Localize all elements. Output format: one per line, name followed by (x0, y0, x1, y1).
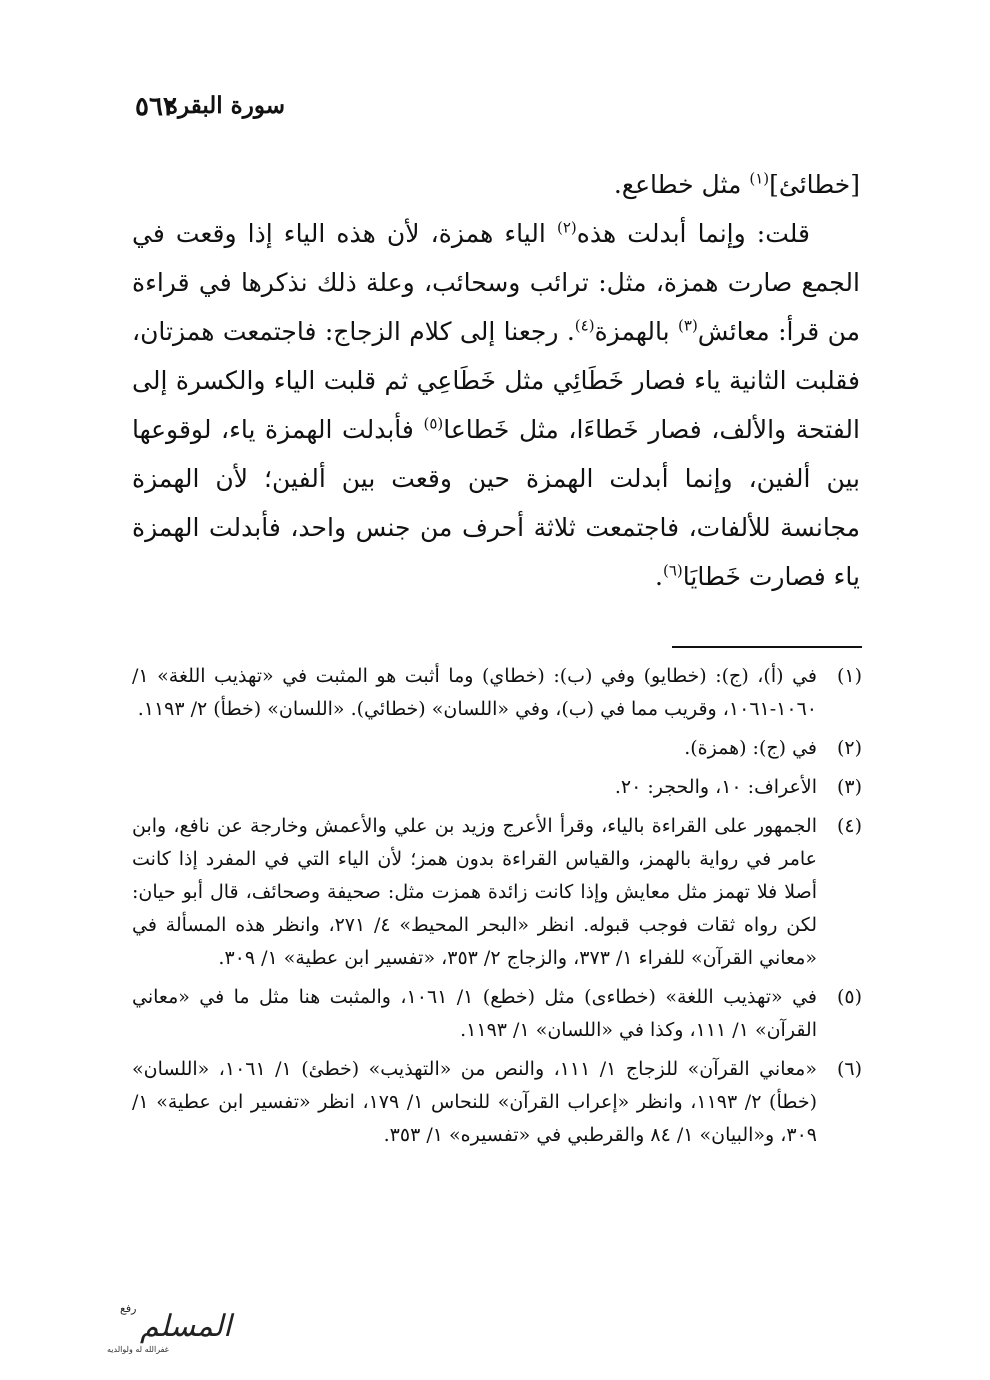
surah-title: سورة البقرة (165, 92, 285, 119)
paragraph-2 (132, 209, 860, 601)
footnote-text: الأعراف: ١٠، والحجر: ٢٠. (614, 776, 817, 798)
footnote-number: (٢) (836, 737, 862, 759)
text-span: مثل خطاعع. (613, 170, 750, 199)
text-span: الياء همزة، لأن هذه الياء إذا وقعت في الجمع صارت همزة، مثل: ترائب وسحائب، وعلة ذلك نذكرها في قراءة من قرأ: معائش (132, 219, 861, 346)
text-span: . رجعنا إلى كلام الزجاج: فاجتمعت همزتان، فقلبت الثانية ياء فصار خَطَائِي مثل خَطَاعِي ثم قلبت الياء والكسرة إلى الفتحة والألف، فصار خَطاءَا، مثل خَطاعا (132, 317, 860, 444)
footnote-text: الجمهور على القراءة بالياء، وقرأ الأعرج وزيد بن علي والأعمش وخارجة عن نافع، وابن عامر في رواية بالهمز، والقياس القراءة بدون همز؛ لأن الياء التي في المفرد إذا كانت أصلا فلا تهمز مثل معايش وإذا كانت زائدة همزت مثل: صحيفة وصحائف، قال أبو حيان: لكن رواه ثقات فوجب قبوله. انظر «البحر المحيط» ٤/ ٢٧١، وانظر هذه المسألة في «معاني القرآن» للفراء ١/ ٣٧٣، والزجاج ٢/ ٣٥٣، «تفسير ابن عطية» ١/ ٣٠٩. (132, 815, 817, 969)
footnote-number: (٤) (836, 815, 862, 837)
footnote-divider (672, 646, 862, 648)
main-text (132, 160, 860, 601)
footnote-text: في (أ)، (ج): (خطايو) وفي (ب): (خطاي) وما أثبت هو المثبت في «تهذيب اللغة» ١/ ١٠٦٠-١٠٦١، وقريب مما في (ب)، وفي «اللسان» (خطائي). «اللسان» (خطأ) ٢/ ١١٩٣. (132, 665, 817, 720)
text-span: فأبدلت الهمزة ياء، لوقوعها بين ألفين، وإنما أبدلت الهمزة حين وقعت بين ألفين؛ لأن الهمزة مجانسة للألفات، فاجتمعت ثلاثة أحرف من جنس واحد، فأبدلت الهمزة ياء فصارت خَطايَا (132, 415, 860, 591)
page-header (135, 92, 860, 128)
watermark-logo (12, 1298, 232, 1358)
paragraph-1 (132, 160, 860, 209)
footnote (132, 771, 862, 804)
footnote-number: (٥) (836, 986, 862, 1008)
footnote-ref[interactable]: (٢) (557, 218, 577, 237)
footnote (132, 732, 862, 765)
footnote-text: في (ج): (همزة). (684, 737, 817, 759)
footnote-ref[interactable]: (٥) (423, 414, 444, 433)
text-span: قلت: وإنما أبدلت هذه (576, 219, 810, 248)
text-span: بالهمزة (594, 317, 679, 346)
footnote (132, 981, 862, 1047)
footnote-text: «معاني القرآن» للزجاج ١/ ١١١، والنص من «التهذيب» (خطئ) ١/ ١٠٦١، «اللسان» (خطأ) ٢/ ١١٩٣، وانظر «إعراب القرآن» للنحاس ١/ ١٧٩، انظر «تفسير ابن عطية» ١/ ٣٠٩، و«البيان» ١/ ٨٤ والقرطبي في «تفسيره» ١/ ٣٥٣. (132, 1058, 817, 1146)
page-number: ٥٦٢ (135, 92, 177, 122)
footnote (132, 810, 862, 975)
footnote-ref[interactable]: (٦) (662, 561, 683, 580)
footnote (132, 660, 862, 726)
watermark-subtext: غفرالله له ولوالديه (107, 1345, 169, 1354)
footnote-number: (٣) (836, 776, 862, 798)
watermark-text: المسلم (140, 1309, 232, 1344)
footnote-text: في «تهذيب اللغة» (خطاءى) مثل (خطع) ١/ ١٠٦١، والمثبت هنا مثل ما في «معاني القرآن» ١/ ١١١، وكذا في «اللسان» ١/ ١١٩٣. (132, 986, 817, 1041)
footnote-ref[interactable]: (١) (749, 169, 770, 188)
footnotes (132, 660, 862, 1158)
footnote (132, 1053, 862, 1152)
watermark-label: رفع (120, 1302, 137, 1315)
footnote-ref[interactable]: (٤) (574, 316, 595, 335)
text-span: . (655, 562, 663, 591)
footnote-number: (١) (836, 665, 862, 687)
footnote-number: (٦) (836, 1058, 862, 1080)
text-span: [خطائئ] (769, 170, 860, 199)
footnote-ref[interactable]: (٣) (678, 316, 698, 335)
